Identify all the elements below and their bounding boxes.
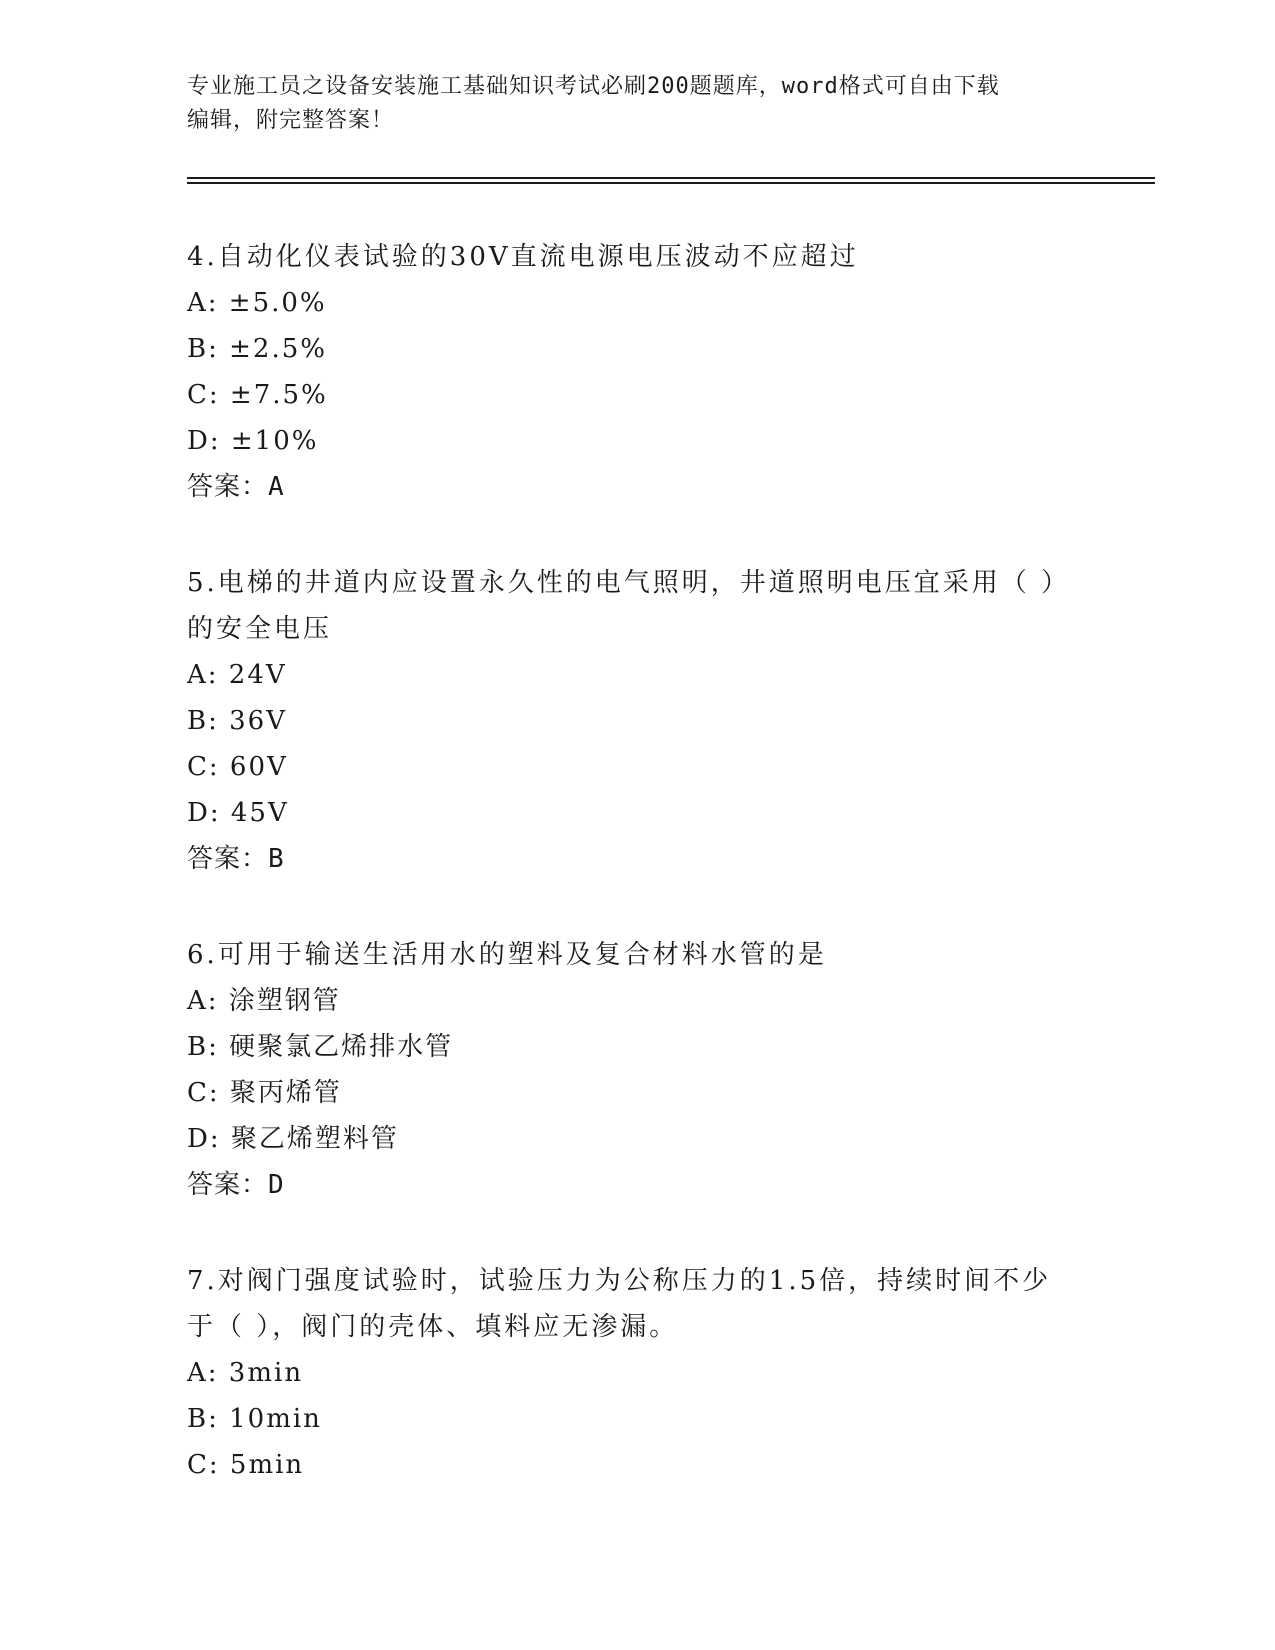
option-d: D: ±10%	[187, 426, 319, 456]
question-list	[187, 234, 1087, 1538]
header-line-1: 专业施工员之设备安装施工基础知识考试必刷200题题库，word格式可自由下载	[187, 74, 1000, 99]
header-line-2: 编辑，附完整答案！	[187, 108, 395, 133]
question-stem: 5.电梯的井道内应设置永久性的电气照明，井道照明电压宜采用（ ）	[187, 568, 1071, 598]
option-a: A: ±5.0%	[187, 288, 327, 318]
answer-line: 答案：B	[187, 844, 285, 874]
option-c: C: 聚丙烯管	[187, 1078, 342, 1108]
question-stem: 7.对阀门强度试验时，试验压力为公称压力的1.5倍，持续时间不少	[187, 1266, 1052, 1296]
question-stem-continued: 于（ ），阀门的壳体、填料应无渗漏。	[187, 1312, 679, 1342]
option-b: B: 10min	[187, 1404, 322, 1434]
option-a: A: 24V	[187, 660, 287, 690]
option-a: A: 涂塑钢管	[187, 986, 341, 1016]
question-stem: 4.自动化仪表试验的30V直流电源电压波动不应超过	[187, 242, 859, 272]
option-a: A: 3min	[187, 1358, 304, 1388]
header-divider-bottom	[187, 182, 1155, 184]
option-b: B: 36V	[187, 706, 287, 736]
document-header	[187, 70, 1087, 138]
question-item	[187, 234, 1087, 510]
header-divider-top	[187, 177, 1155, 179]
question-item	[187, 932, 1087, 1208]
question-item	[187, 560, 1087, 882]
option-b: B: 硬聚氯乙烯排水管	[187, 1032, 454, 1062]
question-item	[187, 1258, 1087, 1488]
option-d: D: 45V	[187, 798, 289, 828]
question-stem: 6.可用于输送生活用水的塑料及复合材料水管的是	[187, 940, 827, 970]
option-c: C: 5min	[187, 1450, 305, 1480]
option-b: B: ±2.5%	[187, 334, 327, 364]
option-c: C: 60V	[187, 752, 288, 782]
option-d: D: 聚乙烯塑料管	[187, 1124, 399, 1154]
answer-line: 答案：D	[187, 1170, 285, 1200]
answer-line: 答案：A	[187, 472, 285, 502]
option-c: C: ±7.5%	[187, 380, 328, 410]
question-stem-continued: 的安全电压	[187, 614, 333, 644]
